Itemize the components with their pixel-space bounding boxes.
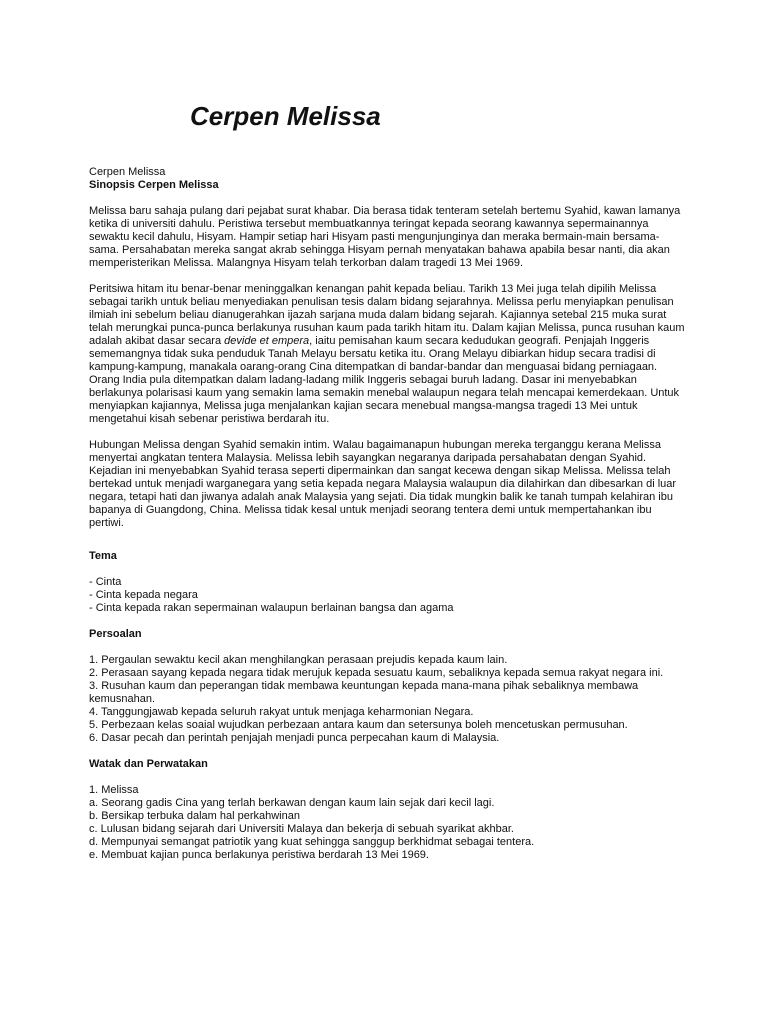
- watak-heading: Watak dan Perwatakan: [89, 758, 208, 770]
- tema-heading: Tema: [89, 550, 117, 562]
- list-item: 6. Dasar pecah dan perintah penjajah menjadi punca perpecahan kaum di Malaysia.: [89, 732, 500, 744]
- paragraph-2-text-end: , iaitu pemisahan kaum secara kedudukan geografi. Penjajah Inggeris sememangnya tidak suka penduduk Tanah Melayu bersatu ketika itu. Orang Melayu dibiarkan hidup secara tradisi di kampung-kampung, manakala oarang-orang Cina ditempatkan di bandar-bandar dan menguasai bidang perniagaan. Orang India pula ditempatkan dalam ladang-ladang milik Inggeris sebagai buruh ladang. Dasar ini menyebabkan berlakunya polarisasi kaum yang semakin lama semakin menebal walaupun negara telah mencapai kemerdekaan. Untuk menyiapkan kajiannya, Melissa juga menjalankan kajian secara menebual mangsa-mangsa tragedi 13 Mei untuk mengetahui kisah sebenar peristiwa berdarah itu.: [89, 335, 680, 425]
- watak-list: [89, 784, 689, 862]
- list-item: 1. Pergaulan sewaktu kecil akan menghilangkan perasaan prejudis kepada kaum lain.: [89, 654, 508, 666]
- list-item: a. Seorang gadis Cina yang terlah berkawan dengan kaum lain sejak dari kecil lagi.: [89, 797, 495, 809]
- list-item: 1. Melissa: [89, 784, 139, 796]
- list-item: 5. Perbezaan kelas soaial wujudkan perbezaan antara kaum dan setersunya boleh mencetuskan permusuhan.: [89, 719, 628, 731]
- list-item: 3. Rusuhan kaum dan peperangan tidak membawa keuntungan kepada mana-mana pihak sebaliknya membawa kemusnahan.: [89, 680, 639, 705]
- list-item: e. Membuat kajian punca berlakunya peristiwa berdarah 13 Mei 1969.: [89, 849, 429, 861]
- list-item: - Cinta kepada rakan sepermainan walaupun berlainan bangsa dan agama: [89, 602, 454, 614]
- document-title: Cerpen Melissa: [190, 101, 381, 131]
- list-item: - Cinta: [89, 576, 122, 588]
- paragraph-2-text-start: Peritsiwa hitam itu benar-benar meninggalkan kenangan pahit kepada beliau. Tarikh 13 Mei juga telah dipilih Melissa sebagai tarikh untuk beliau menyediakan penulisan tesis dalam bidang sejarahnya. Melissa perlu menyiapkan penulisan ilmiah ini sebelum beliau dianugerahkan ijazah sarjana muda dalam bidang sejarah. Kajiannya setebal 215 muka surat telah merungkai punca-punca berlakunya rusuhan kaum pada tarikh hitam itu. Dalam kajian Melissa, punca rusuhan kaum adalah akibat dasar secara: [89, 283, 685, 347]
- list-item: b. Bersikap terbuka dalam hal perkahwinan: [89, 810, 300, 822]
- synopsis-heading: Sinopsis Cerpen Melissa: [89, 179, 219, 191]
- story-subtitle: Cerpen Melissa: [89, 166, 166, 178]
- list-item: - Cinta kepada negara: [89, 589, 198, 601]
- list-item: 2. Perasaan sayang kepada negara tidak merujuk kepada sesuatu kaum, sebaliknya kepada semua rakyat negara ini.: [89, 667, 664, 679]
- persoalan-heading: Persoalan: [89, 628, 142, 640]
- persoalan-list: [89, 654, 689, 745]
- list-item: 4. Tanggungjawab kepada seluruh rakyat untuk menjaga keharmonian Negara.: [89, 706, 474, 718]
- document-body: [89, 166, 689, 862]
- list-item: d. Mempunyai semangat patriotik yang kuat sehingga sanggup berkhidmat sebagai tentera.: [89, 836, 535, 848]
- paragraph-2-emphasis: devide et empera: [224, 335, 310, 347]
- synopsis-paragraph-1: Melissa baru sahaja pulang dari pejabat surat khabar. Dia berasa tidak tenteram setelah bertemu Syahid, kawan lamanya ketika di universiti dahulu. Peristiwa tersebut membuatkannya teringat kepada seorang kawannya sepermainannya sewaktu kecil dahulu, Hisyam. Hampir setiap hari Hisyam pasti mengunjunginya dan meraka bermain-main bersama-sama. Persahabatan mereka sangat akrab sehingga Hisyam pernah menyatakan bahawa apabila besar nanti, dia akan memperisterikan Melissa. Malangnya Hisyam telah terkorban dalam tragedi 13 Mei 1969.: [89, 205, 681, 269]
- tema-list: [89, 576, 689, 615]
- synopsis-paragraph-3: Hubungan Melissa dengan Syahid semakin intim. Walau bagaimanapun hubungan mereka terganggu kerana Melissa menyertai angkatan tentera Malaysia. Melissa lebih sayangkan negaranya daripada persahabatan dengan Syahid. Kejadian ini menyebabkan Syahid terasa seperti dipermainkan dan sangat kecewa dengan sikap Melissa. Melissa telah bertekad untuk menjadi warganegara yang setia kepada negara Malaysia walaupun dia dilahirkan dan dibesarkan di luar negara, tetapi hati dan jiwanya adalah anak Malaysia yang sejati. Dia tidak mungkin balik ke tanah tumpah kelahiran ibu bapanya di Guangdong, China. Melissa tidak kesal untuk menjadi seorang tentera demi untuk mempertahankan ibu pertiwi.: [89, 439, 677, 529]
- list-item: c. Lulusan bidang sejarah dari Universiti Malaya dan bekerja di sebuah syarikat akhbar.: [89, 823, 514, 835]
- synopsis-paragraph-2: [89, 283, 689, 426]
